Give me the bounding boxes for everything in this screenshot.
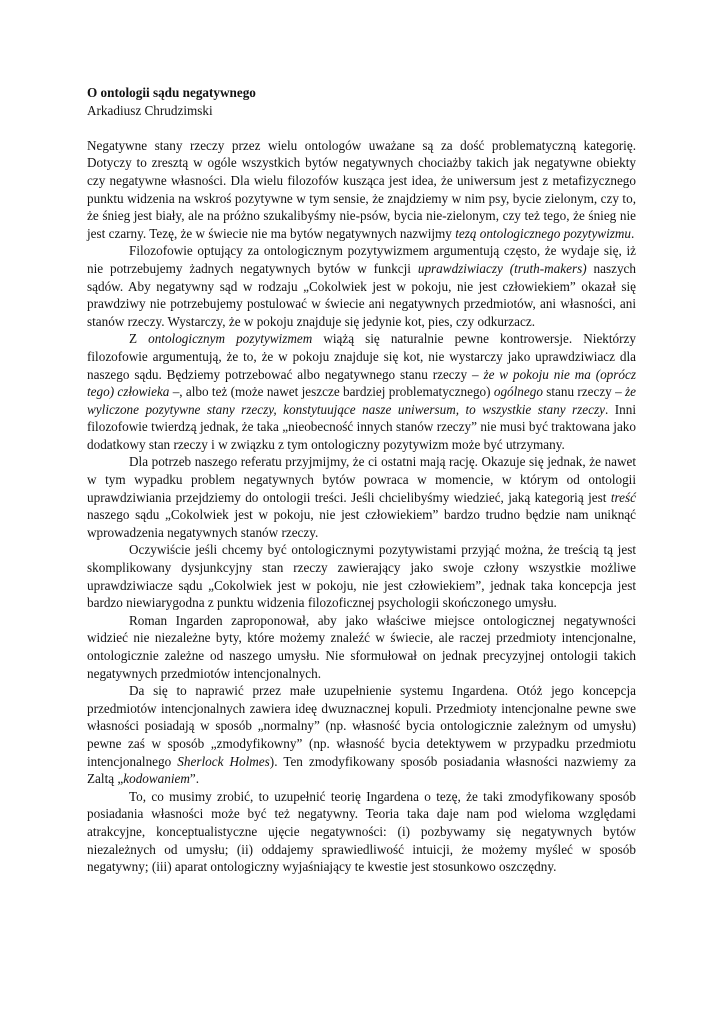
paragraph-p5	[87, 541, 636, 611]
italic-text: uprawdziwiaczy (truth-makers)	[417, 260, 587, 276]
text-segment: ). Ten zmodyfikowany sposób posiadania własności nazwiemy za Zaltą „	[87, 753, 636, 787]
paragraph-p1	[87, 137, 636, 243]
text-segment: Da się to naprawić przez małe uzupełnienie systemu Ingardena. Otóż jego koncepcja przedmiotów intencjonalnych zawiera ideę dwuznacznej kopuli. Przedmioty intencjonalne pewne swe własności posiadają w sposób „normalny” (np. własność bycia ontologicznie zależnym od umysłu) pewne zaś w sposób „zmodyfikowny” (np. własność bycia detektywem w przypadku przedmiotu intencjonalnego	[87, 683, 636, 769]
text-segment: –, albo też (może nawet jeszcze bardziej problematycznego)	[169, 384, 494, 400]
paragraph-p3	[87, 330, 636, 453]
italic-text: że wyliczone pozytywne stany rzeczy, konstytuujące nasze uniwersum, to wszystkie stany rzeczy	[87, 384, 636, 417]
paragraph-p2	[87, 242, 636, 330]
document-page	[87, 84, 636, 876]
text-segment: To, co musimy zrobić, to uzupełnić teorię Ingardena o tezę, że taki zmodyfikowany sposób posiadania własności może być też negatywny. Teoria taka daje nam pod wieloma względami atrakcyjne, konceptualistyczne ujęcie negatywności: (i) pozbywamy się negatywnych bytów niezależnych od umysłu; (ii) oddajemy sprawiedliwość intuicji, że możemy myśleć w sposób negatywny; (iii) aparat ontologiczny wyjaśniający te kwestie jest stosunkowo oszczędny.	[87, 788, 636, 875]
paragraph-p4	[87, 453, 636, 541]
italic-text: Sherlock Holmes	[177, 753, 270, 769]
text-segment: naszych sądów. Aby negatywny sąd w rodzaju „Cokolwiek jest w pokoju, nie jest człowiekiem” okazał się prawdziwy nie potrzebujemy postulować w świecie ani negatywnych przedmiotów, ani własności, ani stanów rzeczy. Wystarczy, że w pokoju znajduje się jedynie kot, pies, czy odkurzacz.	[87, 260, 636, 329]
body-text	[87, 137, 636, 876]
italic-text: ontologicznym pozytywizmem	[148, 331, 313, 347]
text-segment: Filozofowie optujący za ontologicznym pozytywizmem argumentują często, że wydaje się, iż nie potrzebujemy żadnych negatywnych bytów w funkcji	[87, 243, 636, 276]
text-segment: Negatywne stany rzeczy przez wielu ontologów uważane są za dość problematyczną kategorię. Dotyczy to zresztą w ogóle wszystkich bytów negatywnych chociażby takich jak negatywne obiekty czy negatywne własności. Dla wielu filozofów kusząca jest idea, że uniwersum jest z metafizycznego punktu widzenia na wskroś pozytywne w tym sensie, że znajdziemy w nim psy, bycie zielonym, czy to, że śnieg jest biały, ale na próżno szukalibyśmy nie-psów, bycia nie-zielonym, czy też tego, że śnieg nie jest czarny. Tezę, że w świecie nie ma bytów negatywnych nazwijmy	[87, 137, 636, 241]
italic-text: tezą ontologicznego pozytywizmu	[455, 225, 632, 241]
paragraph-p6	[87, 612, 636, 682]
italic-text: treść	[610, 489, 636, 505]
italic-text: kodowaniem	[123, 771, 190, 787]
text-segment: wiążą się naturalnie pewne kontrowersje. Niektórzy filozofowie argumentują, że to, że w pokoju znajduje się kot, nie wystarczy jako uprawdziwiacz dla naszego sądu. Będziemy potrzebować albo negatywnego stanu rzeczy –	[87, 331, 636, 382]
text-segment: Oczywiście jeśli chcemy być ontologicznymi pozytywistami przyjąć można, że treścią tą jest skomplikowany dysjunkcyjny stan rzeczy zawierający jako swoje człony wszystkie możliwe uprawdziwiacze sądu „Cokolwiek jest w pokoju, nie jest człowiekiem”, jednak taka koncepcja jest bardzo niewiarygodna z punktu widzenia filozoficznej psychologii skończonego umysłu.	[87, 542, 636, 611]
text-segment: .	[631, 225, 635, 241]
text-segment: Z	[129, 331, 149, 347]
author-name: Arkadiusz Chrudzimski	[87, 102, 213, 118]
italic-text: ogólnego	[493, 384, 543, 400]
text-segment: . Inni filozofowie twierdzą jednak, że taka „nieobecność innych stanów rzeczy” nie musi być traktowana jako dodatkowy stan rzeczy i w związku z tym ontologiczny pozytywizm może być utrzymany.	[87, 401, 636, 452]
text-segment: stanu rzeczy –	[542, 384, 625, 400]
text-segment: ”.	[189, 771, 200, 787]
text-segment: Dla potrzeb naszego referatu przyjmijmy, że ci ostatni mają rację. Okazuje się jednak, że nawet w tym wypadku problem negatywnych bytów powraca w momencie, w którym od ontologii uprawdziwiania przejdziemy do ontologii treści. Jeśli chcielibyśmy wiedzieć, jaką kategorią jest	[87, 454, 636, 505]
paragraph-p7	[87, 682, 636, 788]
paragraph-p8	[87, 788, 636, 876]
italic-text: że w pokoju nie ma (oprócz tego) człowieka	[87, 366, 636, 400]
text-segment: naszego sądu „Cokolwiek jest w pokoju, nie jest człowiekiem” bardzo trudno będzie nam uniknąć wprowadzenia negatywnych stanów rzeczy.	[87, 507, 636, 540]
paper-title: O ontologii sądu negatywnego	[87, 85, 256, 100]
text-segment: Roman Ingarden zaproponował, aby jako właściwe miejsce ontologicznej negatywności widzieć nie niezależne byty, które możemy znaleźć w świecie, ale raczej przedmioty intencjonalne, ontologicznie zależne od naszego umysłu. Nie sformułował on jednak precyzyjnej ontologii takich negatywnych przedmiotów intencjonalnych.	[87, 612, 636, 681]
